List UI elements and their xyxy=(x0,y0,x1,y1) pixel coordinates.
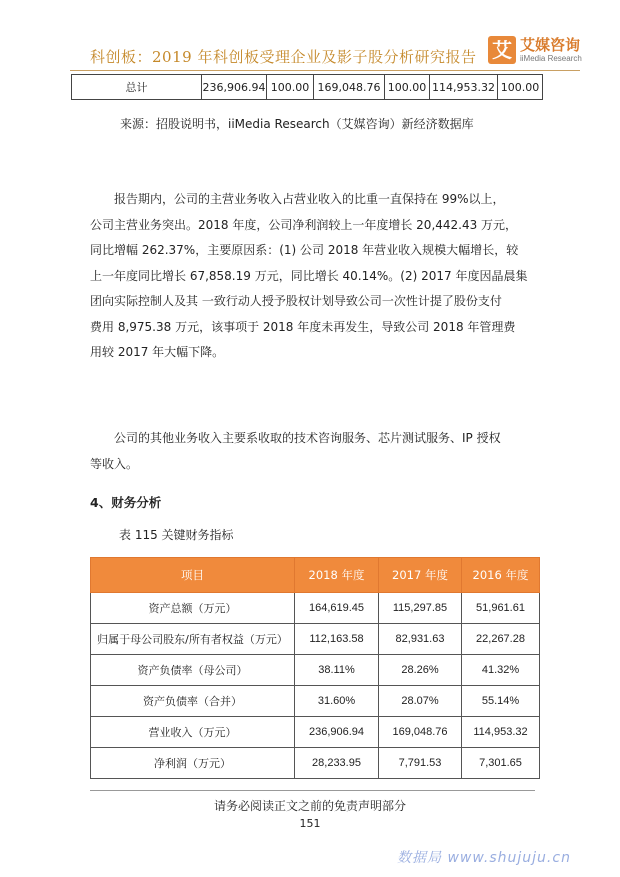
column-header: 2018 年度 xyxy=(295,558,379,593)
table-cell: 55.14% xyxy=(462,686,540,717)
footer-divider xyxy=(90,790,535,791)
table-cell: 82,931.63 xyxy=(379,624,462,655)
table-caption: 表 115 关键财务指标 xyxy=(119,528,234,542)
column-header: 2017 年度 xyxy=(379,558,462,593)
row-label: 资产总额（万元） xyxy=(91,593,295,624)
total-label: 总计 xyxy=(72,75,202,100)
table-row xyxy=(91,717,540,748)
column-header: 项目 xyxy=(91,558,295,593)
row-label: 净利润（万元） xyxy=(91,748,295,779)
logo-english-name: iiMedia Research xyxy=(520,54,582,63)
table-cell: 28,233.95 xyxy=(295,748,379,779)
site-watermark: 数据局 www.shujuju.cn xyxy=(397,850,571,866)
table-cell: 28.26% xyxy=(379,655,462,686)
column-header: 2016 年度 xyxy=(462,558,540,593)
page-number: 151 xyxy=(299,817,321,830)
table-cell: 41.32% xyxy=(462,655,540,686)
table-cell: 38.11% xyxy=(295,655,379,686)
row-label: 营业收入（万元） xyxy=(91,717,295,748)
paragraph-line: 用较 2017 年大幅下降。 xyxy=(90,345,225,359)
paragraph-line: 公司主营业务突出。2018 年度，公司净利润较上一年度增长 20,442.43 万元， xyxy=(90,217,518,232)
paragraph-line: 费用 8,975.38 万元，该事项于 2018 年度未再发生，导致公司 2018 年管理费 xyxy=(90,319,516,334)
body-paragraph xyxy=(90,426,545,477)
paragraph-line: 同比增幅 262.37%，主要原因系：(1) 公司 2018 年营业收入规模大幅增长，较 xyxy=(90,243,519,257)
table-cell: 112,163.58 xyxy=(295,624,379,655)
row-label: 归属于母公司股东/所有者权益（万元） xyxy=(91,624,295,655)
table-row xyxy=(91,655,540,686)
table-cell: 236,906.94 xyxy=(202,75,267,100)
key-financial-indicators-table xyxy=(90,557,540,779)
header-divider xyxy=(70,70,580,71)
table-cell: 7,791.53 xyxy=(379,748,462,779)
brand-logo xyxy=(488,32,598,68)
table-cell: 22,267.28 xyxy=(462,624,540,655)
table-cell: 7,301.65 xyxy=(462,748,540,779)
paragraph-line: 团向实际控制人及其 一致行动人授予股权计划导致公司一次性计提了股份支付 xyxy=(90,294,502,308)
logo-chinese-name: 艾媒咨询 xyxy=(520,36,581,54)
table-cell: 169,048.76 xyxy=(314,75,385,100)
table-row xyxy=(72,75,543,100)
table-cell: 169,048.76 xyxy=(379,717,462,748)
table-cell: 100.00 xyxy=(498,75,543,100)
table-cell: 100.00 xyxy=(385,75,430,100)
table-cell: 51,961.61 xyxy=(462,593,540,624)
table-cell: 100.00 xyxy=(267,75,314,100)
paragraph-line: 上一年度同比增长 67,858.19 万元，同比增长 40.14%。(2) 2017 年度因晶晨集 xyxy=(90,268,528,283)
table-cell: 31.60% xyxy=(295,686,379,717)
logo-mark-icon: 艾 xyxy=(488,36,516,64)
section-heading: 4、财务分析 xyxy=(90,495,162,510)
row-label: 资产负债率（母公司） xyxy=(91,655,295,686)
table-header-row xyxy=(91,558,540,593)
body-paragraph xyxy=(90,187,545,366)
table-row xyxy=(91,686,540,717)
table-cell: 115,297.85 xyxy=(379,593,462,624)
table-row xyxy=(91,593,540,624)
row-label: 资产负债率（合并） xyxy=(91,686,295,717)
source-note: 来源：招股说明书，iiMedia Research（艾媒咨询）新经济数据库 xyxy=(120,117,474,131)
report-header-title: 科创板：2019 年科创板受理企业及影子股分析研究报告 xyxy=(90,48,477,66)
table-row xyxy=(91,624,540,655)
table-cell: 164,619.45 xyxy=(295,593,379,624)
table-cell: 28.07% xyxy=(379,686,462,717)
paragraph-line: 报告期内，公司的主营业务收入占营业收入的比重一直保持在 99%以上， xyxy=(114,192,505,206)
table-cell: 114,953.32 xyxy=(430,75,498,100)
table-row xyxy=(91,748,540,779)
revenue-total-table xyxy=(71,74,543,100)
paragraph-line: 等收入。 xyxy=(90,456,139,471)
disclaimer-text: 请务必阅读正文之前的免责声明部分 xyxy=(213,799,406,813)
table-cell: 114,953.32 xyxy=(462,717,540,748)
paragraph-line: 公司的其他业务收入主要系收取的技术咨询服务、芯片测试服务、IP 授权 xyxy=(114,431,501,445)
table-cell: 236,906.94 xyxy=(295,717,379,748)
